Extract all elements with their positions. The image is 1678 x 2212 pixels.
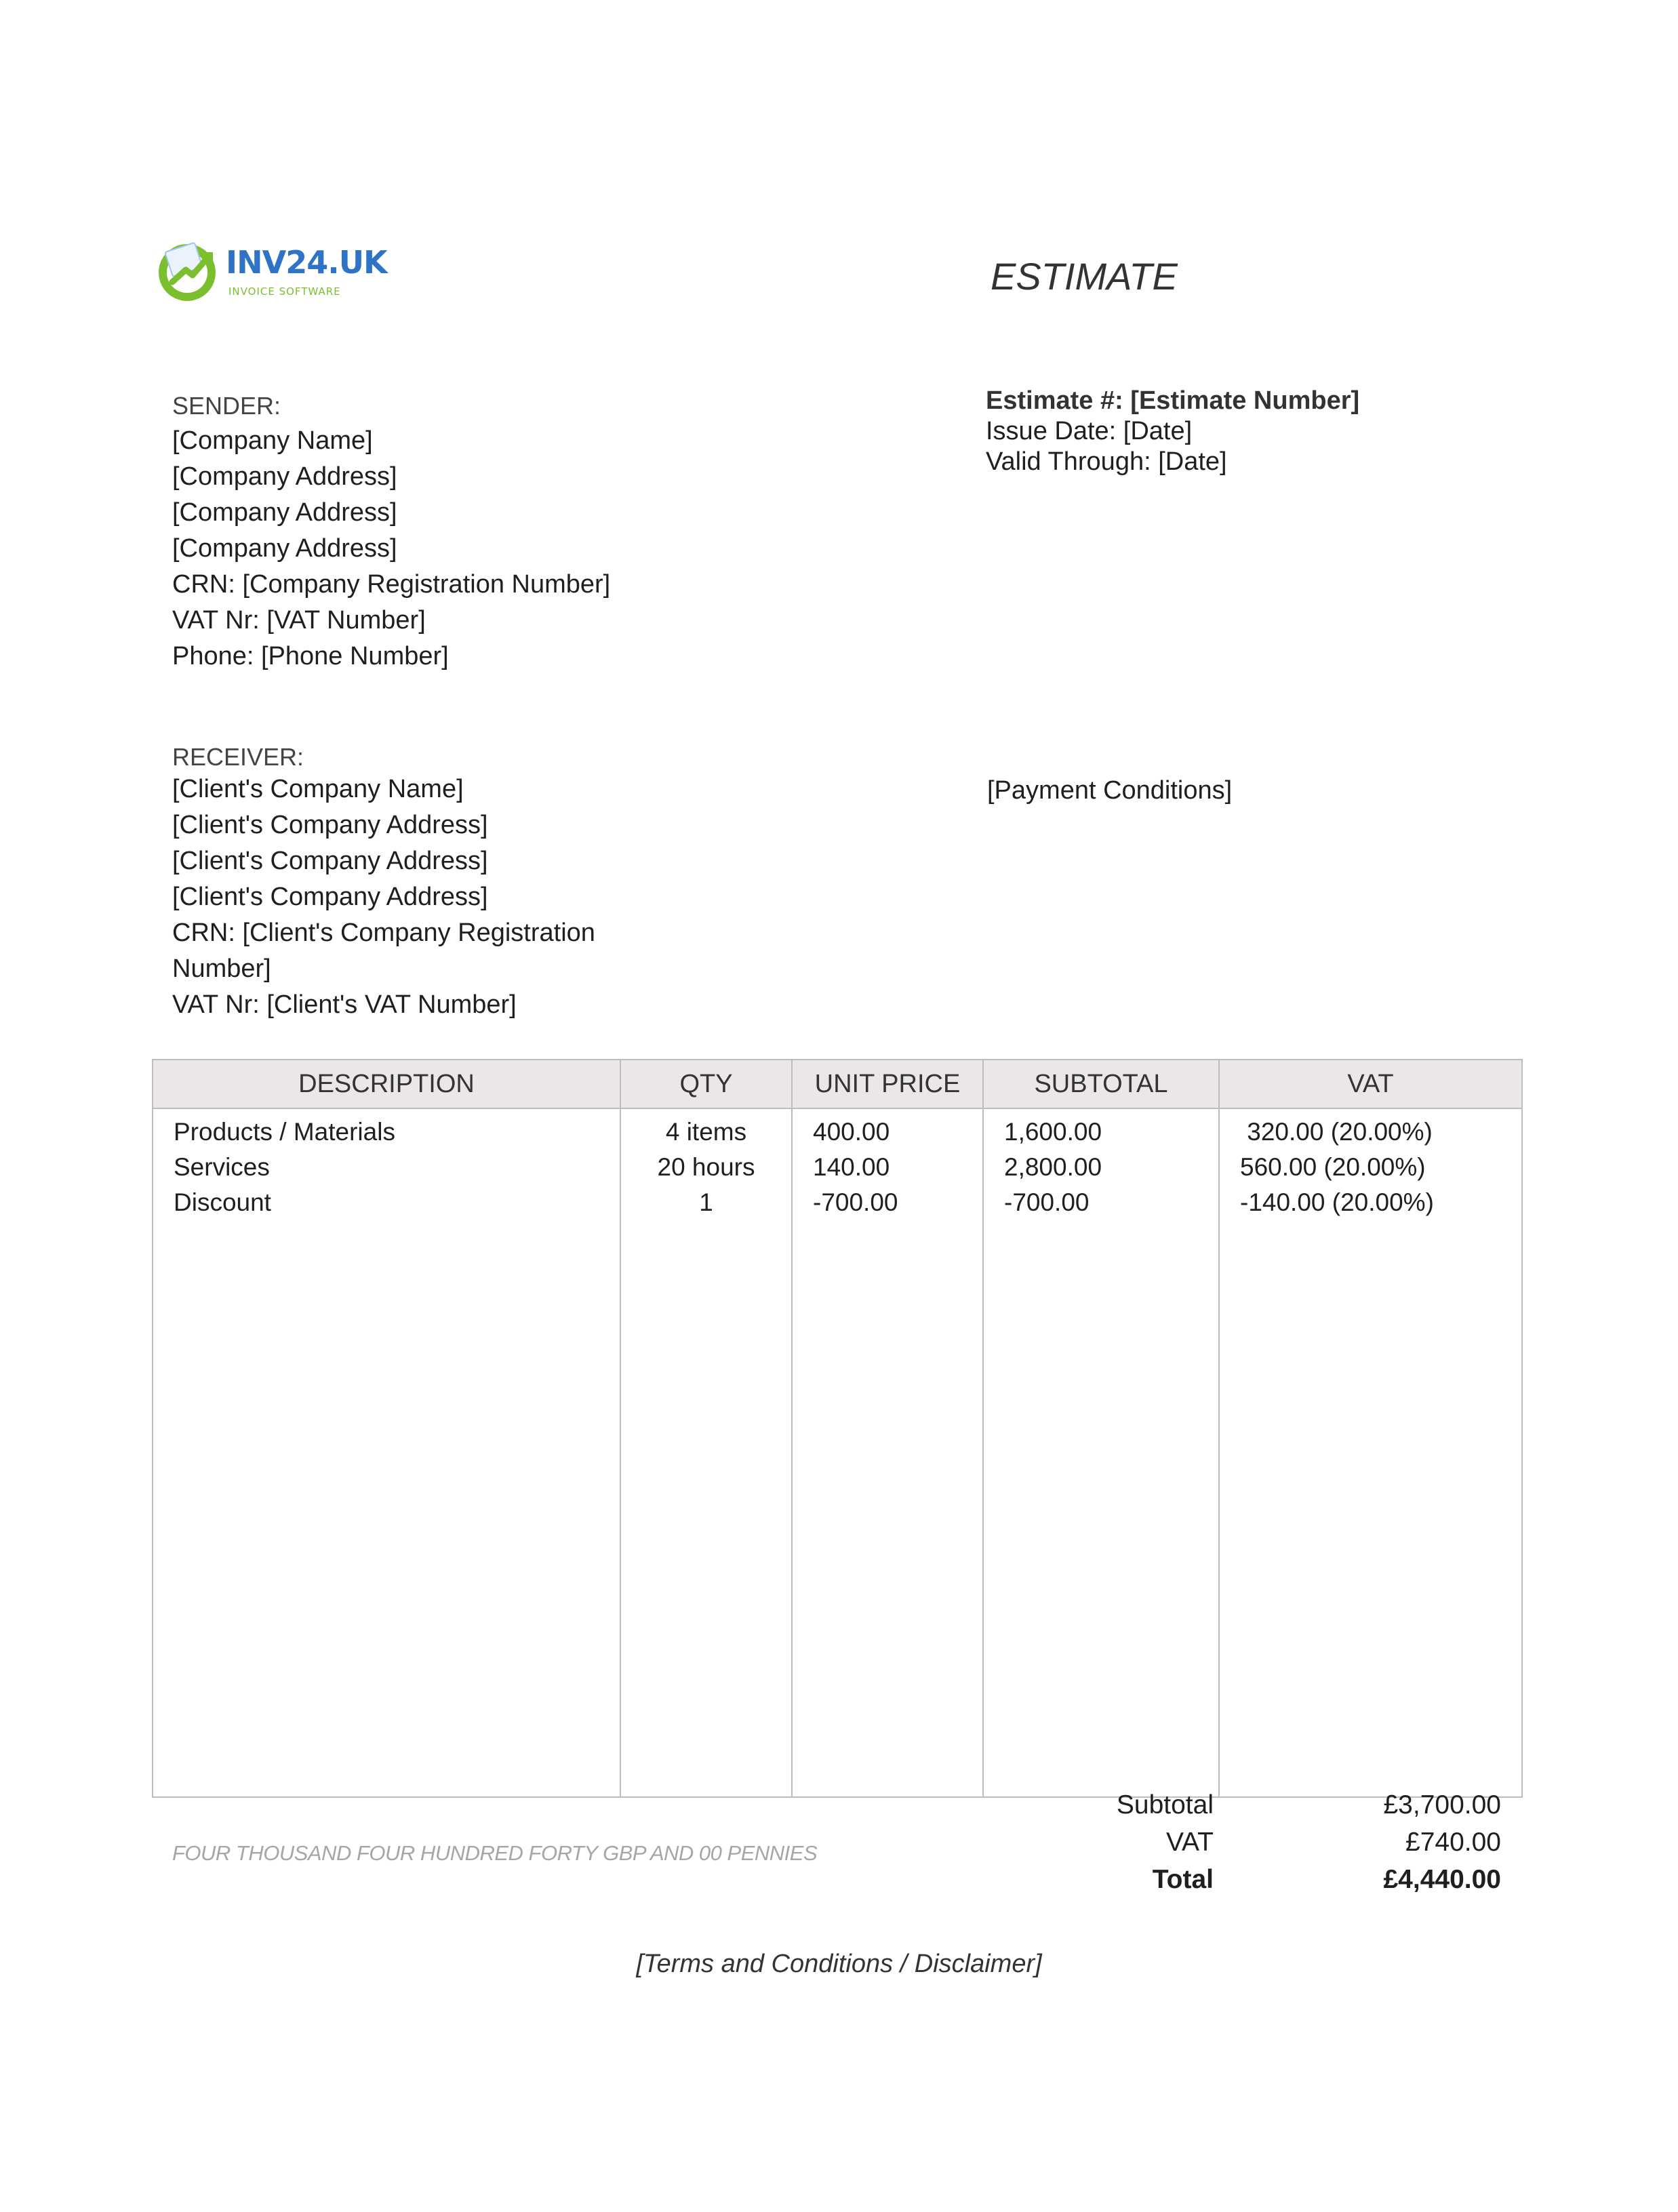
item-description: Products / Materials: [174, 1118, 395, 1146]
subtotal-column: [983, 1108, 1219, 1797]
receiver-crn: CRN: [Client's Company Registration: [172, 919, 595, 947]
unit-price-column: [792, 1108, 983, 1797]
receiver-crn-continued: Number]: [172, 954, 271, 983]
amount-in-words: FOUR THOUSAND FOUR HUNDRED FORTY GBP AND 00 PENNIES: [172, 1841, 818, 1865]
subtotal-label: Subtotal: [1116, 1790, 1214, 1819]
description-column: [153, 1108, 620, 1797]
column-header-description: DESCRIPTION: [153, 1060, 620, 1108]
sender-address-line: [Company Address]: [172, 498, 397, 527]
item-qty: 20 hours: [657, 1153, 755, 1181]
item-unit-price: -700.00: [813, 1188, 898, 1216]
grand-total-value: £4,440.00: [1383, 1865, 1501, 1894]
qty-column: [620, 1108, 792, 1797]
column-header-unit-price: UNIT PRICE: [792, 1060, 983, 1108]
receiver-address-line: [Client's Company Address]: [172, 847, 488, 875]
receiver-address-line: [Client's Company Address]: [172, 883, 488, 911]
receiver-heading: RECEIVER:: [172, 743, 304, 771]
receiver-block: [172, 739, 304, 775]
item-subtotal: 2,800.00: [1004, 1153, 1102, 1181]
column-header-subtotal: SUBTOTAL: [983, 1060, 1219, 1108]
receiver-company-name: [Client's Company Name]: [172, 775, 464, 803]
vat-total-value: £740.00: [1405, 1828, 1501, 1857]
sender-phone: Phone: [Phone Number]: [172, 642, 449, 670]
column-header-qty: QTY: [620, 1060, 792, 1108]
table-body-row: [153, 1108, 1522, 1797]
vat-total-label: VAT: [1165, 1828, 1214, 1857]
logo-wordmark: INV24.UK: [226, 244, 387, 281]
company-logo: [155, 237, 387, 312]
sender-vat: VAT Nr: [VAT Number]: [172, 606, 426, 635]
logo-badge-icon: [155, 237, 222, 305]
issue-date: Issue Date: [Date]: [986, 417, 1193, 445]
table-header-row: [153, 1060, 1522, 1108]
sender-company-name: [Company Name]: [172, 426, 373, 455]
receiver-address-line: [Client's Company Address]: [172, 811, 488, 839]
document-title: ESTIMATE: [991, 255, 1178, 298]
item-qty: 1: [699, 1188, 713, 1216]
sender-heading: SENDER:: [172, 392, 281, 420]
column-header-vat: VAT: [1219, 1060, 1522, 1108]
item-subtotal: -700.00: [1004, 1188, 1090, 1216]
item-qty: 4 items: [665, 1118, 747, 1146]
item-vat: 560.00 (20.00%): [1240, 1153, 1426, 1181]
item-subtotal: 1,600.00: [1004, 1118, 1102, 1146]
sender-crn: CRN: [Company Registration Number]: [172, 570, 611, 599]
item-unit-price: 400.00: [813, 1118, 890, 1146]
item-description: Services: [174, 1153, 270, 1181]
item-vat: 320.00 (20.00%): [1240, 1118, 1433, 1146]
item-description: Discount: [174, 1188, 271, 1216]
valid-through-date: Valid Through: [Date]: [986, 447, 1227, 476]
receiver-vat: VAT Nr: [Client's VAT Number]: [172, 990, 517, 1019]
estimate-meta: [986, 386, 1359, 477]
terms-and-conditions: [Terms and Conditions / Disclaimer]: [636, 1950, 1042, 1978]
receiver-details: [172, 771, 595, 1023]
item-unit-price: 140.00: [813, 1153, 890, 1181]
sender-address-line: [Company Address]: [172, 534, 397, 563]
logo-tagline: INVOICE SOFTWARE: [228, 285, 341, 298]
sender-block: [172, 388, 281, 424]
item-vat: -140.00 (20.00%): [1240, 1188, 1434, 1216]
estimate-number: Estimate #: [Estimate Number]: [986, 386, 1360, 415]
payment-conditions: [Payment Conditions]: [987, 776, 1233, 805]
vat-column: [1219, 1108, 1522, 1797]
sender-details: [172, 423, 610, 675]
sender-address-line: [Company Address]: [172, 462, 397, 491]
line-items-table: [152, 1059, 1523, 1798]
grand-total-label: Total: [1152, 1865, 1214, 1894]
subtotal-value: £3,700.00: [1383, 1790, 1501, 1819]
